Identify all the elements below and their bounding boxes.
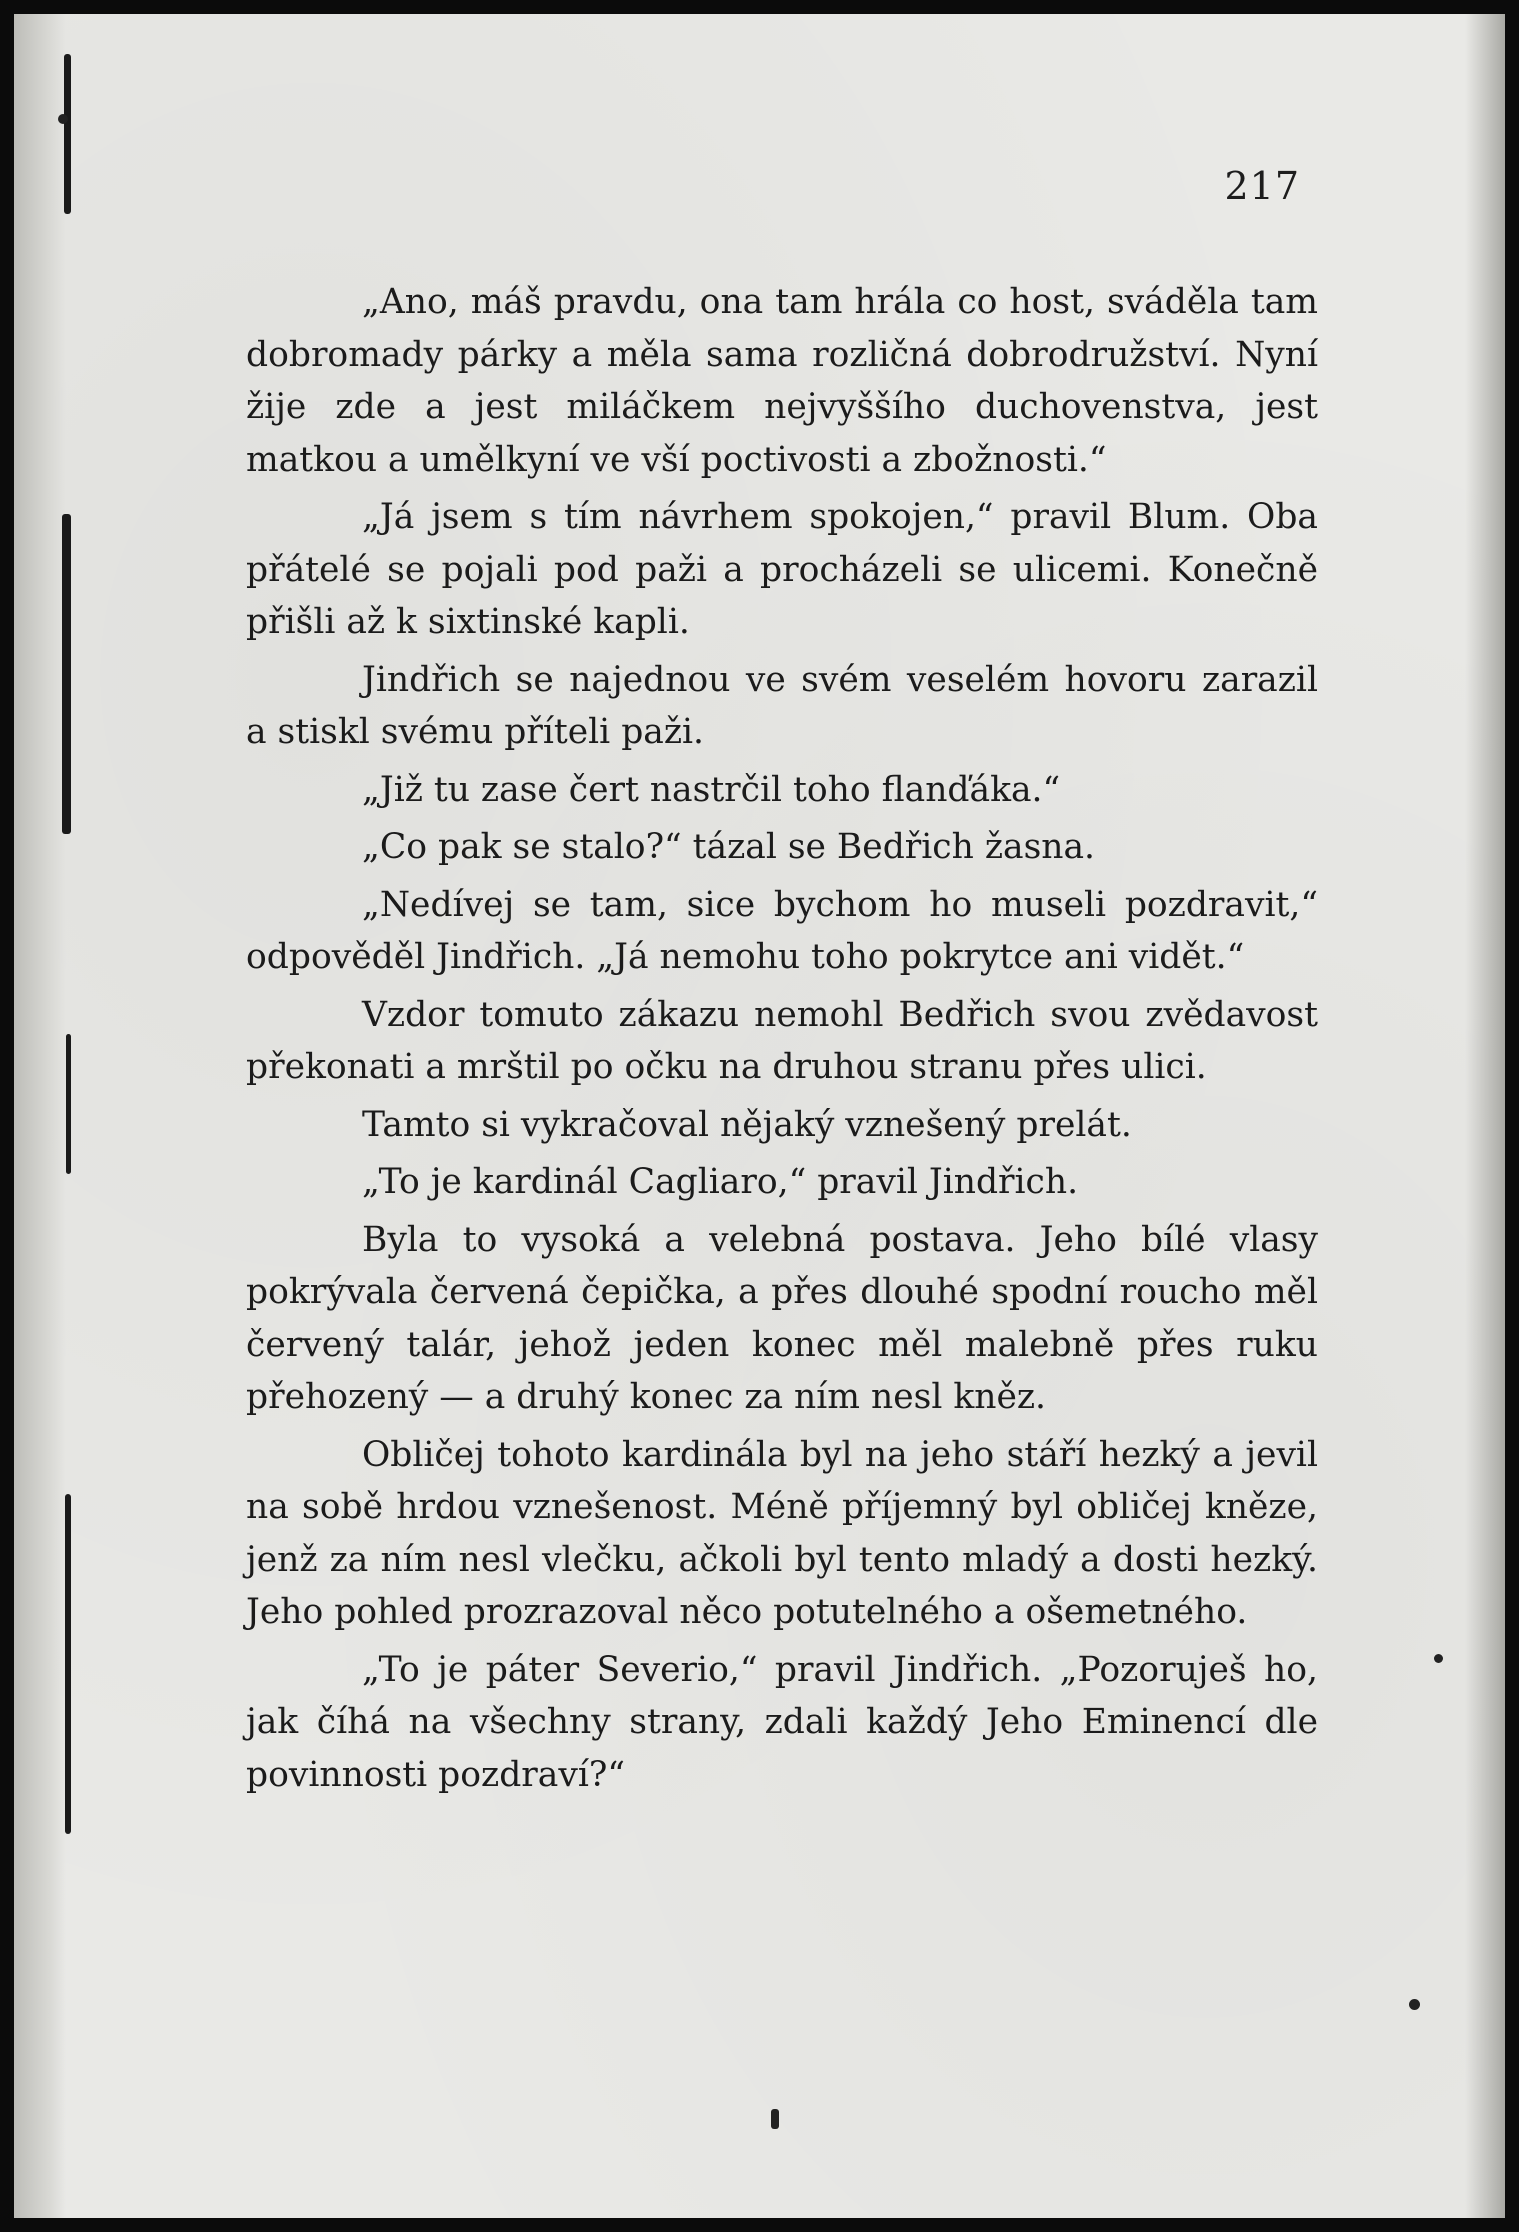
binding-mark	[65, 1494, 71, 1834]
page-edge-right	[1465, 14, 1505, 2218]
scan-speck	[1409, 1999, 1420, 2010]
paragraph: „To je páter Severio,“ pravil Jindřich. „Pozoruješ ho, jak číhá na všechny strany, zdali každý Jeho Eminencí dle povinnosti pozdraví?“	[246, 1649, 1318, 1795]
page-number: 217	[1224, 164, 1300, 208]
paragraph: „To je kardinál Cagliaro,“ pravil Jindřich.	[362, 1162, 1079, 1202]
paragraph: Tamto si vykračoval nějaký vznešený prelát.	[362, 1104, 1132, 1145]
paragraph: Byla to vysoká a velebná postava. Jeho bílé vlasy pokrývala červená čepička, a přes dlouhé spodní roucho měl červený talár, jehož jeden konec měl malebně přes ruku přehozený — a druhý konec za ním nesl kněz.	[246, 1219, 1318, 1417]
binding-mark	[62, 514, 71, 834]
page-edge-left	[14, 14, 66, 2218]
binding-mark	[64, 54, 71, 214]
paragraph: „Já jsem s tím návrhem spokojen,“ pravil Blum. Oba přátelé se pojali pod paži a procházeli se ulicemi. Konečně přišli až k sixtinské kapli.	[246, 497, 1318, 642]
paragraph: Jindřich se najednou ve svém veselém hovoru zarazil a stiskl svému příteli paži.	[246, 659, 1318, 752]
paragraph: „Ano, máš pravdu, ona tam hrála co host, sváděla tam dobromady párky a měla sama rozličná dobrodružství. Nyní žije zde a jest miláčkem nejvyššího duchovenstva, jest matkou a umělkyní ve vší poctivosti a zbožnosti.“	[246, 282, 1318, 480]
scan-speck	[1434, 1654, 1443, 1663]
paragraph: Obličej tohoto kardinála byl na jeho stáří hezký a jevil na sobě hrdou vznešenost. Méně příjemný byl obličej kněze, jenž za ním nesl vlečku, ačkoli byl tento mladý a dosti hezký. Jeho pohled prozrazoval něco potutelného a ošemetného.	[246, 1434, 1318, 1632]
paragraph: „Nedívej se tam, sice bychom ho museli pozdravit,“ odpověděl Jindřich. „Já nemohu toho pokrytce ani vidět.“	[246, 884, 1318, 977]
scan-speck	[58, 114, 68, 124]
paragraph: Vzdor tomuto zákazu nemohl Bedřich svou zvědavost překonati a mrštil po očku na druhou stranu přes ulici.	[246, 994, 1318, 1087]
binding-mark	[66, 1034, 71, 1174]
body-text	[246, 276, 1318, 1806]
paragraph: „Co pak se stalo?“ tázal se Bedřich žasna.	[362, 827, 1096, 867]
scanned-page	[14, 14, 1505, 2218]
paragraph: „Již tu zase čert nastrčil toho flanďáka.“	[362, 769, 1061, 810]
scan-speck	[771, 2109, 779, 2129]
